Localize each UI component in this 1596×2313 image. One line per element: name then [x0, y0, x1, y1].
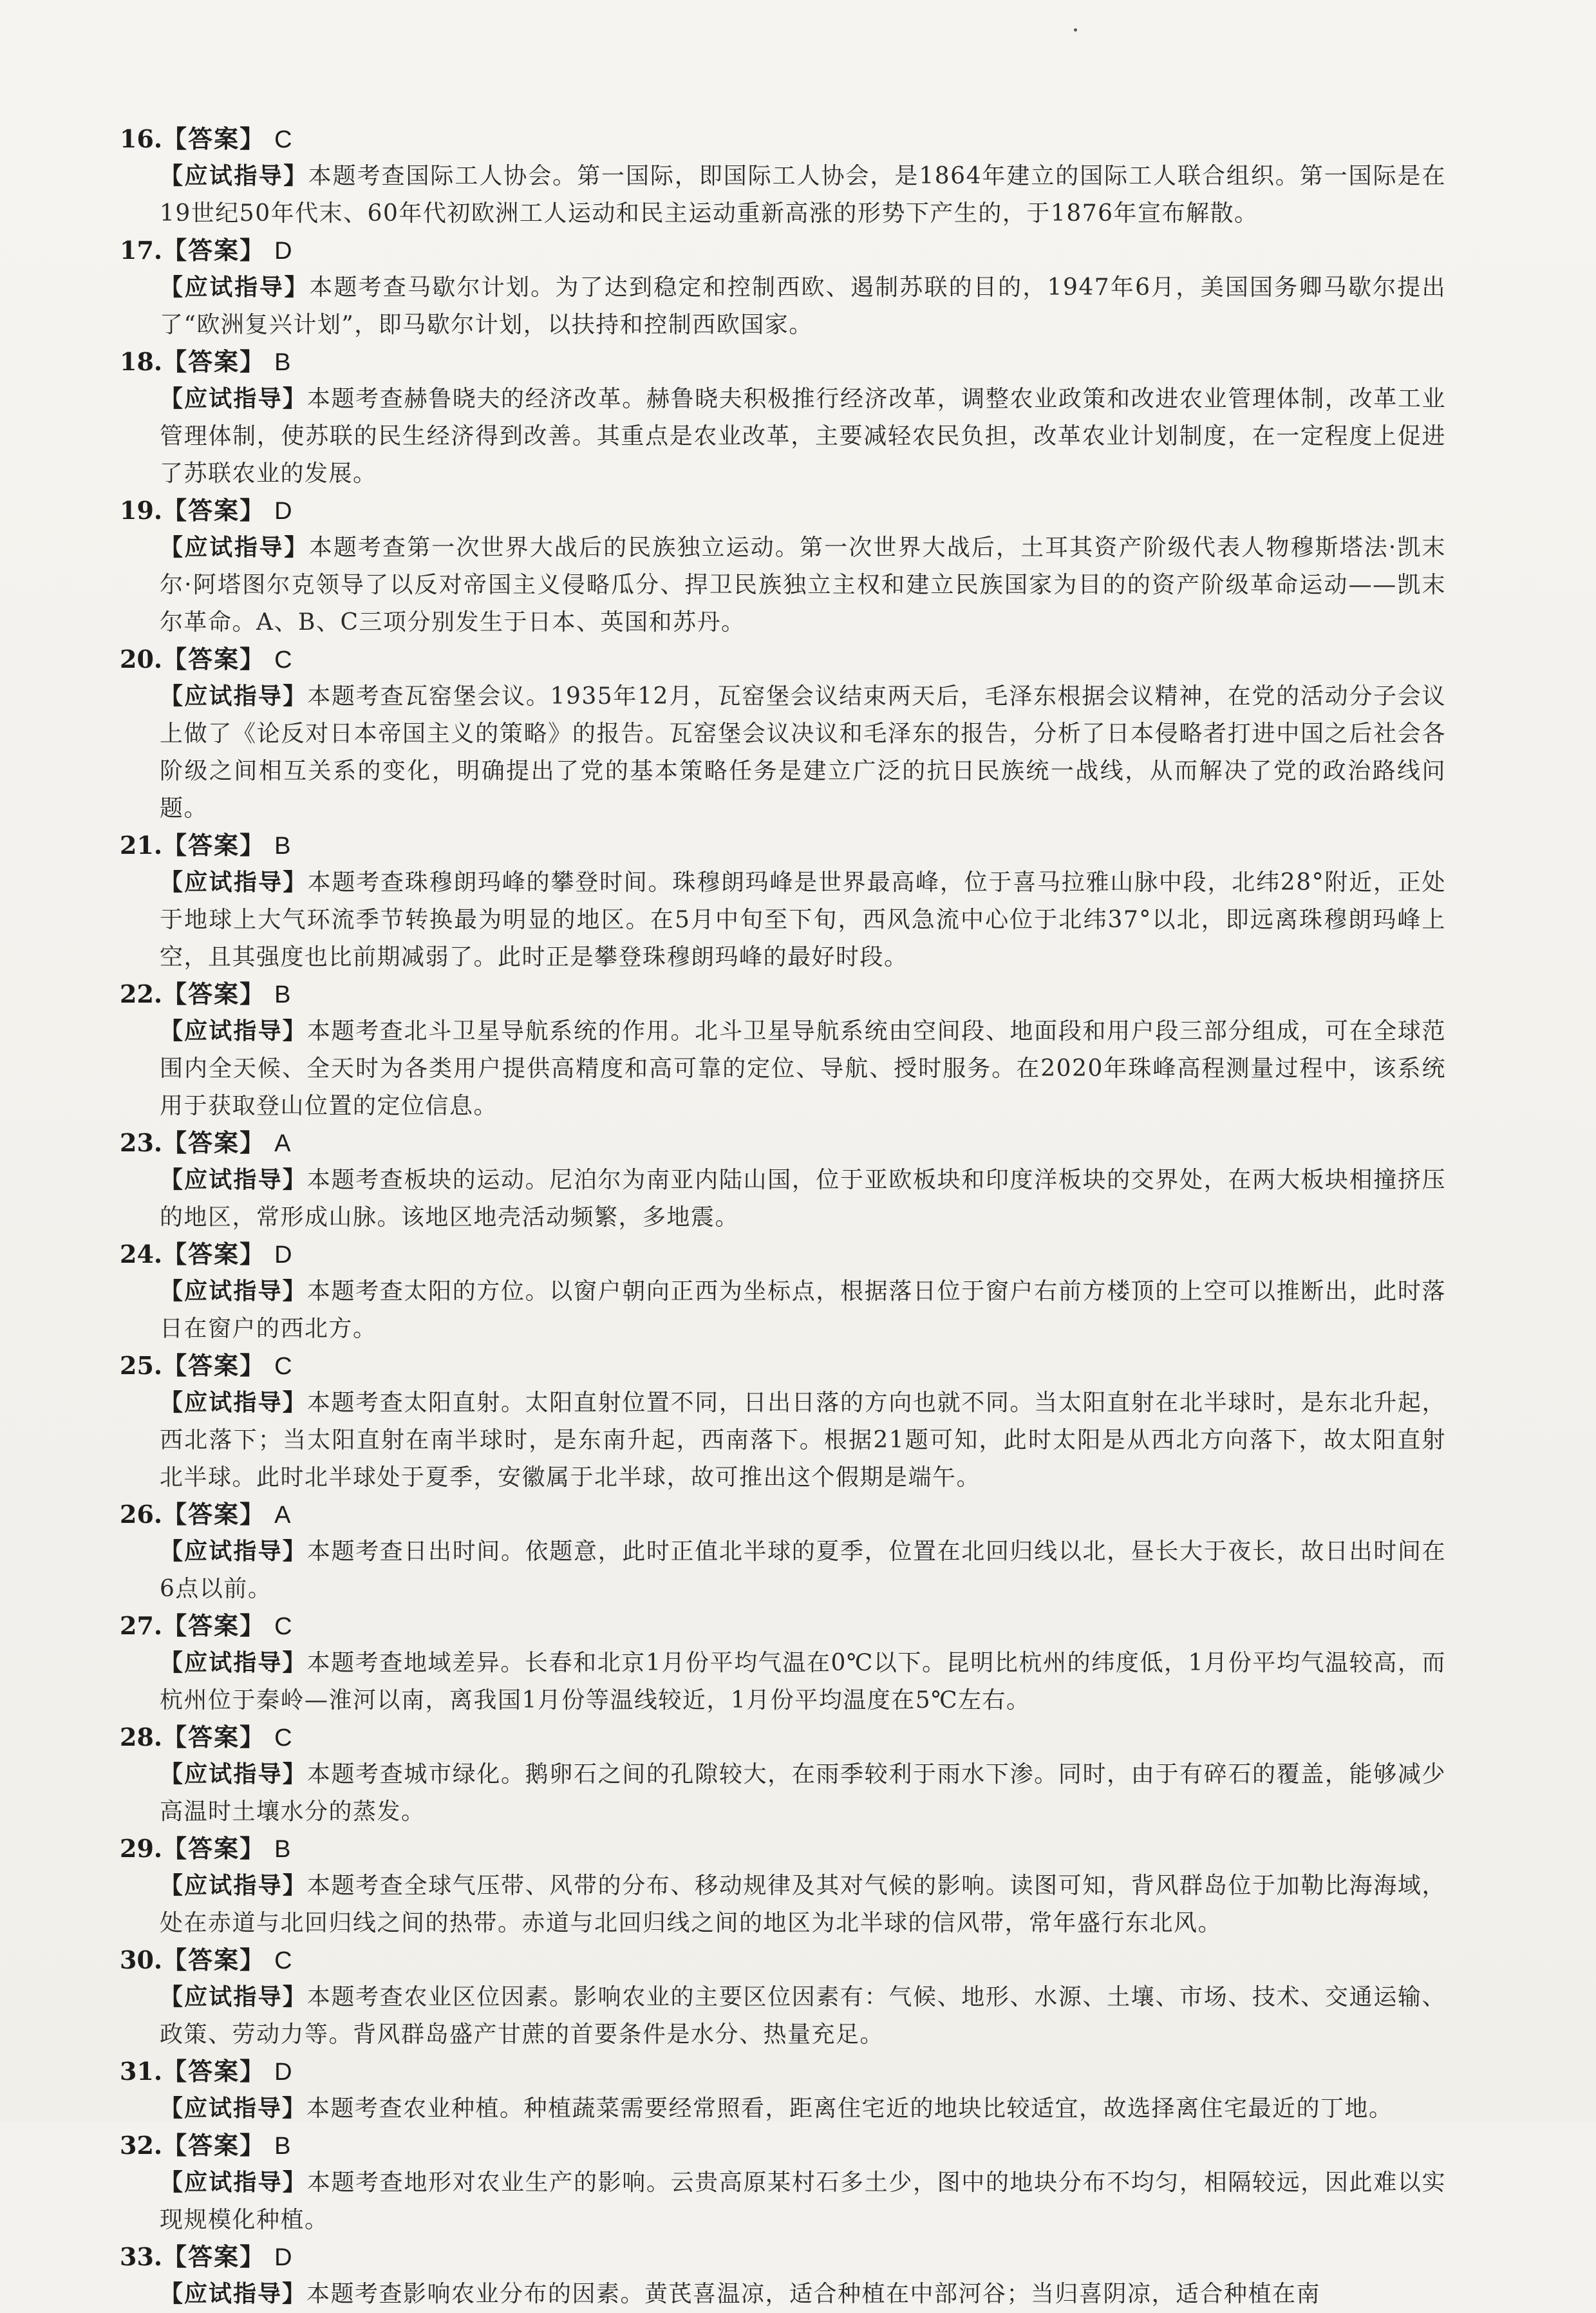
- answer-tag: 【答案】: [162, 1834, 266, 1863]
- guide-tag: 【应试指导】: [160, 2280, 307, 2307]
- guide-paragraph: [160, 1384, 1446, 1496]
- guide-paragraph: [160, 1644, 1446, 1719]
- question-number: 22.: [120, 979, 163, 1008]
- guide-text: 本题考查国际工人协会。第一国际，即国际工人协会，是1864年建立的国际工人联合组织。第一国际是在19世纪50年代末、60年代初欧洲工人运动和民主运动重新高涨的形势下产生的，于1876年宣布解散。: [160, 163, 1446, 227]
- guide-tag: 【应试指导】: [160, 274, 310, 301]
- answer-line: [120, 1496, 1446, 1533]
- answer-choice: B: [274, 833, 291, 860]
- guide-tag: 【应试指导】: [160, 1166, 307, 1193]
- question-number: 27.: [120, 1611, 163, 1640]
- guide-text: 本题考查全球气压带、风带的分布、移动规律及其对气候的影响。读图可知，背风群岛位于加勒比海海域，处在赤道与北回归线之间的热带。赤道与北回归线之间的地区为北半球的信风带，常年盛行东北风。: [160, 1873, 1446, 1936]
- answer-choice: C: [274, 1613, 292, 1640]
- guide-tag: 【应试指导】: [160, 683, 308, 710]
- guide-paragraph: [160, 1161, 1446, 1236]
- question-number: 19.: [120, 496, 163, 525]
- question-number: 31.: [120, 2057, 163, 2086]
- answer-tag: 【答案】: [162, 1500, 266, 1529]
- guide-paragraph: [160, 2164, 1446, 2239]
- answer-item: [120, 1942, 1446, 2053]
- guide-paragraph: [160, 1533, 1446, 1608]
- guide-paragraph: [160, 157, 1446, 232]
- answer-choice: C: [274, 1724, 292, 1751]
- answer-line: [120, 1831, 1446, 1867]
- guide-paragraph: [160, 677, 1446, 827]
- answer-line: [120, 2053, 1446, 2090]
- answer-tag: 【答案】: [162, 831, 266, 860]
- guide-paragraph: [160, 269, 1446, 344]
- answer-choice: B: [274, 349, 291, 376]
- guide-tag: 【应试指导】: [160, 162, 308, 189]
- answer-line: [120, 641, 1446, 677]
- guide-tag: 【应试指导】: [160, 2169, 307, 2196]
- answer-item: [120, 1348, 1446, 1496]
- answer-item: [120, 1496, 1446, 1608]
- question-number: 33.: [120, 2242, 163, 2271]
- answer-line: [120, 1125, 1446, 1161]
- answer-line: [120, 1608, 1446, 1644]
- question-number: 17.: [120, 236, 163, 265]
- guide-tag: 【应试指导】: [160, 1389, 307, 1416]
- answer-choice: D: [274, 2244, 292, 2271]
- answer-tag: 【答案】: [162, 124, 266, 153]
- scan-speck: [1074, 28, 1077, 32]
- answer-line: [120, 1942, 1446, 1978]
- answer-line: [120, 232, 1446, 269]
- guide-text: 本题考查农业区位因素。影响农业的主要区位因素有：气候、地形、水源、土壤、市场、技术、交通运输、政策、劳动力等。背风群岛盛产甘蔗的首要条件是水分、热量充足。: [160, 1984, 1446, 2048]
- guide-paragraph: [160, 1755, 1446, 1831]
- question-number: 30.: [120, 1945, 163, 1974]
- question-number: 16.: [120, 124, 163, 153]
- guide-text: 本题考查太阳直射。太阳直射位置不同，日出日落的方向也就不同。当太阳直射在北半球时，是东北升起，西北落下；当太阳直射在南半球时，是东南升起，西南落下。根据21题可知，此时太阳是从西北方向落下，故太阳直射北半球。此时北半球处于夏季，安徽属于北半球，故可推出这个假期是端午。: [160, 1390, 1446, 1491]
- answer-tag: 【答案】: [162, 1240, 266, 1269]
- guide-text: 本题考查赫鲁晓夫的经济改革。赫鲁晓夫积极推行经济改革，调整农业政策和改进农业管理体制，改革工业管理体制，使苏联的民生经济得到改善。其重点是农业改革，主要减轻农民负担，改革农业计划制度，在一定程度上促进了苏联农业的发展。: [160, 386, 1446, 487]
- guide-text: 本题考查影响农业分布的因素。黄芪喜温凉，适合种植在中部河谷；当归喜阴凉，适合种植在南: [306, 2281, 1321, 2307]
- answer-choice: D: [274, 1241, 292, 1269]
- answer-tag: 【答案】: [162, 2242, 266, 2271]
- answer-item: [120, 641, 1446, 827]
- guide-paragraph: [160, 529, 1446, 641]
- question-number: 20.: [120, 645, 163, 674]
- answer-line: [120, 2239, 1446, 2275]
- guide-tag: 【应试指导】: [160, 1872, 307, 1899]
- answer-item: [120, 2239, 1446, 2313]
- guide-text: 本题考查北斗卫星导航系统的作用。北斗卫星导航系统由空间段、地面段和用户段三部分组成，可在全球范围内全天候、全天时为各类用户提供高精度和高可靠的定位、导航、授时服务。在2020年珠峰高程测量过程中，该系统用于获取登山位置的定位信息。: [160, 1018, 1446, 1119]
- guide-text: 本题考查第一次世界大战后的民族独立运动。第一次世界大战后，土耳其资产阶级代表人物穆斯塔法·凯末尔·阿塔图尔克领导了以反对帝国主义侵略瓜分、捍卫民族独立主权和建立民族国家为目的的资产阶级革命运动——凯末尔革命。A、B、C三项分别发生于日本、英国和苏丹。: [160, 534, 1446, 636]
- answer-line: [120, 976, 1446, 1012]
- answer-item: [120, 2053, 1446, 2128]
- answer-line: [120, 2128, 1446, 2164]
- guide-paragraph: [160, 1978, 1446, 2053]
- answer-choice: C: [274, 1947, 292, 1974]
- guide-text: 本题考查农业种植。种植蔬菜需要经常照看，距离住宅近的地块比较适宜，故选择离住宅最近的丁地。: [306, 2095, 1393, 2122]
- guide-tag: 【应试指导】: [160, 385, 307, 412]
- guide-tag: 【应试指导】: [160, 1761, 307, 1788]
- answer-choice: C: [274, 1353, 292, 1380]
- answer-line: [120, 1236, 1446, 1272]
- guide-text: 本题考查太阳的方位。以窗户朝向正西为坐标点，根据落日位于窗户右前方楼顶的上空可以推断出，此时落日在窗户的西北方。: [160, 1278, 1446, 1342]
- answer-choice: C: [274, 647, 292, 674]
- guide-text: 本题考查板块的运动。尼泊尔为南亚内陆山国，位于亚欧板块和印度洋板块的交界处，在两大板块相撞挤压的地区，常形成山脉。该地区地壳活动频繁，多地震。: [160, 1167, 1446, 1231]
- answer-item: [120, 121, 1446, 232]
- answer-item: [120, 827, 1446, 976]
- answer-item: [120, 976, 1446, 1125]
- guide-tag: 【应试指导】: [160, 869, 308, 896]
- answer-line: [120, 1348, 1446, 1384]
- guide-tag: 【应试指导】: [160, 534, 309, 561]
- answer-choice: A: [274, 1130, 291, 1157]
- answer-choice: D: [274, 2059, 292, 2086]
- answer-item: [120, 344, 1446, 493]
- question-number: 21.: [120, 831, 163, 860]
- guide-tag: 【应试指导】: [160, 1017, 307, 1044]
- guide-tag: 【应试指导】: [160, 1538, 307, 1565]
- answer-line: [120, 827, 1446, 864]
- question-number: 29.: [120, 1834, 163, 1863]
- guide-paragraph: [160, 1867, 1446, 1942]
- guide-tag: 【应试指导】: [160, 2095, 307, 2122]
- guide-paragraph: [160, 1272, 1446, 1348]
- guide-tag: 【应试指导】: [160, 1983, 307, 2010]
- guide-text: 本题考查珠穆朗玛峰的攀登时间。珠穆朗玛峰是世界最高峰，位于喜马拉雅山脉中段，北纬28°附近，正处于地球上大气环流季节转换最为明显的地区。在5月中旬至下旬，西风急流中心位于北纬37°以北，即远离珠穆朗玛峰上空，且其强度也比前期减弱了。此时正是攀登珠穆朗玛峰的最好时段。: [160, 869, 1446, 970]
- guide-tag: 【应试指导】: [160, 1278, 307, 1305]
- answer-item: [120, 1719, 1446, 1831]
- guide-text: 本题考查瓦窑堡会议。1935年12月，瓦窑堡会议结束两天后，毛泽东根据会议精神，在党的活动分子会议上做了《论反对日本帝国主义的策略》的报告。瓦窑堡会议决议和毛泽东的报告，分析了日本侵略者打进中国之后社会各阶级之间相互关系的变化，明确提出了党的基本策略任务是建立广泛的抗日民族统一战线，从而解决了党的政治路线问题。: [160, 683, 1446, 822]
- answer-tag: 【答案】: [162, 979, 266, 1008]
- guide-tag: 【应试指导】: [160, 1649, 307, 1676]
- guide-paragraph: [160, 2090, 1446, 2128]
- guide-paragraph: [160, 2275, 1446, 2313]
- answer-choice: D: [274, 498, 292, 525]
- answer-tag: 【答案】: [162, 496, 266, 525]
- answer-item: [120, 1831, 1446, 1942]
- guide-text: 本题考查日出时间。依题意，此时正值北半球的夏季，位置在北回归线以北，昼长大于夜长，故日出时间在6点以前。: [160, 1538, 1446, 1602]
- guide-paragraph: [160, 864, 1446, 976]
- answer-item: [120, 1236, 1446, 1348]
- answer-tag: 【答案】: [162, 1128, 266, 1157]
- guide-paragraph: [160, 1012, 1446, 1125]
- answer-tag: 【答案】: [162, 1723, 266, 1751]
- question-number: 25.: [120, 1351, 163, 1380]
- question-number: 32.: [120, 2131, 163, 2160]
- answer-item: [120, 1608, 1446, 1719]
- answer-tag: 【答案】: [162, 645, 266, 674]
- answer-choice: B: [274, 2133, 291, 2160]
- question-number: 26.: [120, 1500, 163, 1529]
- guide-paragraph: [160, 380, 1446, 493]
- answer-tag: 【答案】: [162, 2131, 266, 2160]
- answer-item: [120, 493, 1446, 641]
- guide-text: 本题考查地域差异。长春和北京1月份平均气温在0℃以下。昆明比杭州的纬度低，1月份平均气温较高，而杭州位于秦岭—淮河以南，离我国1月份等温线较近，1月份平均温度在5℃左右。: [160, 1650, 1446, 1714]
- answer-choice: D: [274, 238, 292, 265]
- guide-text: 本题考查地形对农业生产的影响。云贵高原某村石多土少，图中的地块分布不均匀，相隔较远，因此难以实现规模化种植。: [160, 2169, 1446, 2233]
- answer-list: [120, 121, 1446, 2313]
- answer-line: [120, 1719, 1446, 1755]
- answer-item: [120, 232, 1446, 344]
- answer-tag: 【答案】: [162, 1945, 266, 1974]
- answer-tag: 【答案】: [162, 1351, 266, 1380]
- question-number: 18.: [120, 347, 163, 376]
- answer-line: [120, 344, 1446, 380]
- answer-tag: 【答案】: [162, 236, 266, 265]
- guide-text: 本题考查马歇尔计划。为了达到稳定和控制西欧、遏制苏联的目的，1947年6月，美国国务卿马歇尔提出了“欧洲复兴计划”，即马歇尔计划，以扶持和控制西欧国家。: [160, 274, 1446, 338]
- answer-item: [120, 2128, 1446, 2239]
- question-number: 28.: [120, 1723, 163, 1751]
- question-number: 23.: [120, 1128, 163, 1157]
- guide-text: 本题考查城市绿化。鹅卵石之间的孔隙较大，在雨季较利于雨水下渗。同时，由于有碎石的覆盖，能够减少高温时土壤水分的蒸发。: [160, 1761, 1446, 1825]
- answer-line: [120, 493, 1446, 529]
- answer-item: [120, 1125, 1446, 1236]
- answer-choice: B: [274, 981, 291, 1008]
- answer-tag: 【答案】: [162, 347, 266, 376]
- answer-tag: 【答案】: [162, 1611, 266, 1640]
- answer-line: [120, 121, 1446, 157]
- question-number: 24.: [120, 1240, 163, 1269]
- answer-choice: B: [274, 1836, 291, 1863]
- answer-choice: A: [274, 1502, 291, 1529]
- answer-choice: C: [274, 126, 292, 153]
- answer-tag: 【答案】: [162, 2057, 266, 2086]
